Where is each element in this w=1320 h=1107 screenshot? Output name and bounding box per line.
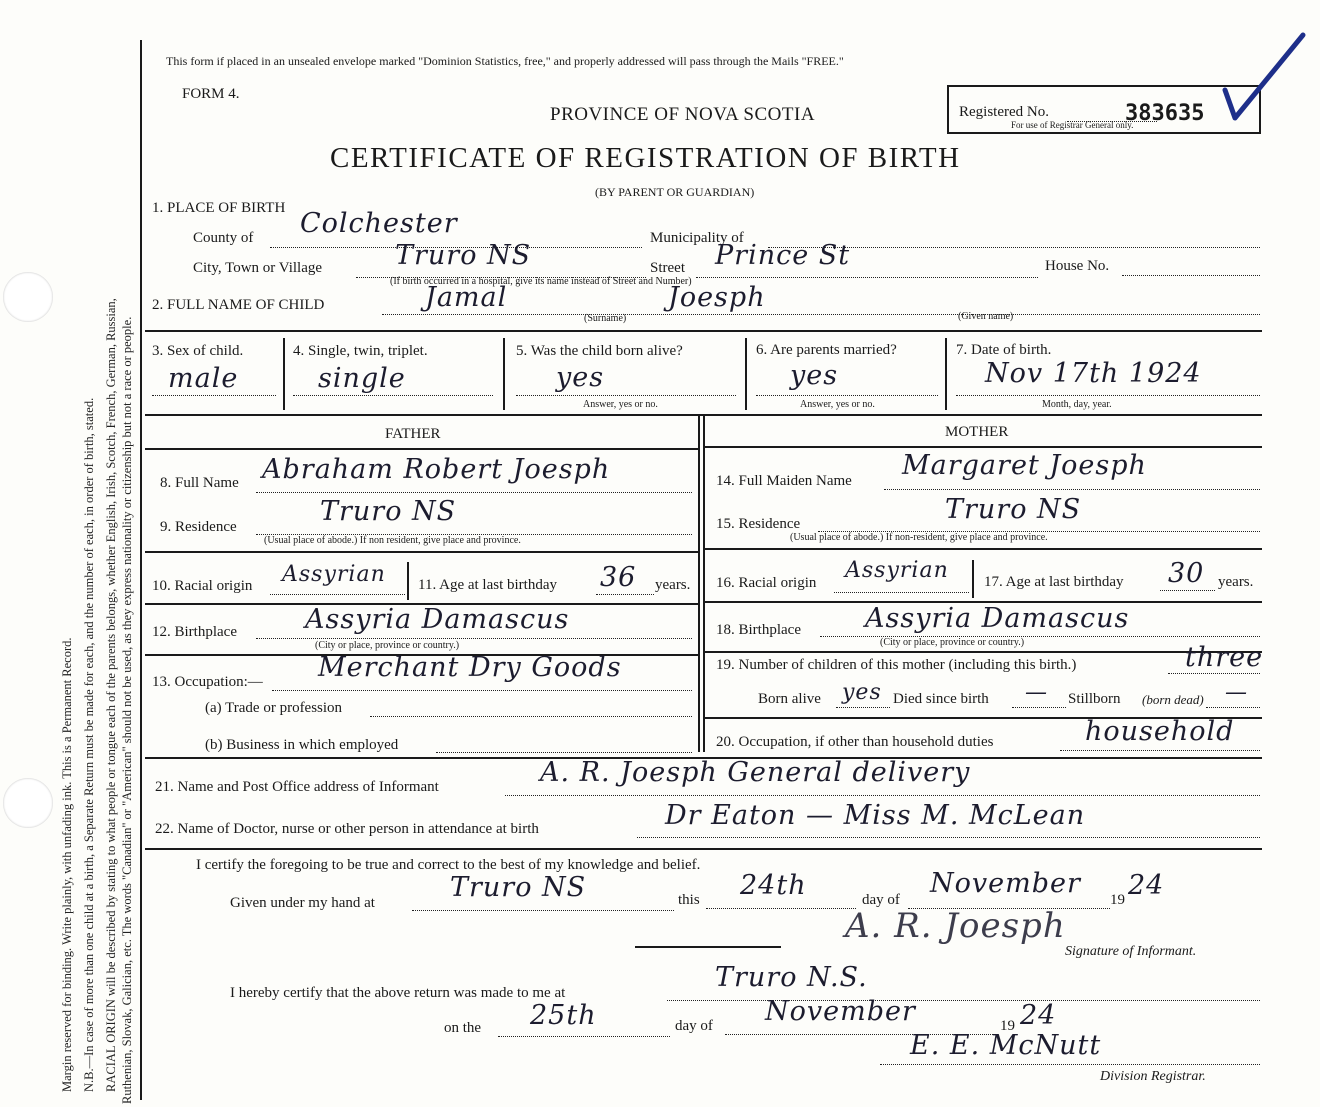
father-residence-value: Truro NS	[320, 496, 457, 527]
details-sep-3	[745, 338, 747, 410]
rule-details-top	[145, 330, 1262, 332]
child-name-line	[382, 314, 1260, 315]
margin-note-multiple-births: N.B.—In case of more than one child at a birth, a Separate Return must be made for each, and the number of each, in order of birth, stated.	[82, 397, 96, 1092]
child-surname: Jamal	[425, 282, 508, 313]
doctor-line	[637, 837, 1260, 838]
parents-married-value: yes	[790, 360, 839, 391]
mother-race-line	[834, 592, 969, 593]
mother-birthplace-value: Assyria Damascus	[865, 603, 1130, 634]
father-name-line	[256, 492, 692, 493]
parents-divider-right	[703, 416, 705, 752]
mother-children-value: three	[1185, 642, 1264, 673]
city-label: City, Town or Village	[193, 260, 323, 276]
mother-age-value: 30	[1168, 558, 1205, 589]
registrar-place-value: Truro N.S.	[715, 962, 868, 993]
born-alive-value: yes	[556, 362, 605, 393]
county-label: County of	[193, 230, 254, 246]
rule-mother-heading	[704, 446, 1262, 448]
rule-mother-residence	[704, 548, 1262, 550]
city-value: Truro NS	[395, 240, 532, 271]
registrar-statement: I hereby certify that the above return was made to me at	[230, 985, 566, 1001]
margin-note-racial-origin: RACIAL ORIGIN will be described by stating to what people or tongue each of the parents belongs, whether English, Irish, Scotch, French, German, Russian,	[104, 298, 118, 1092]
father-occupation-label: 13. Occupation:—	[152, 674, 263, 690]
rule-father-heading	[145, 448, 698, 450]
date-of-birth-note: Month, day, year.	[1042, 399, 1112, 410]
informant-signature-rule	[635, 946, 781, 948]
hospital-note: (If birth occurred in a hospital, give its name instead of Street and Number)	[390, 276, 692, 287]
street-label: Street	[650, 260, 685, 276]
given-place-value: Truro NS	[450, 872, 587, 903]
details-sep-2	[503, 338, 505, 410]
given-place-line	[412, 910, 674, 911]
father-occupation-line	[272, 690, 692, 691]
father-residence-note: (Usual place of abode.) If non resident, give place and province.	[264, 535, 521, 546]
parents-married-line	[756, 395, 938, 396]
father-race-sep	[407, 562, 409, 600]
father-birthplace-note: (City or place, province or country.)	[315, 640, 460, 651]
county-value: Colchester	[300, 208, 458, 239]
father-age-label: 11. Age at last birthday	[418, 577, 557, 593]
father-birthplace-label: 12. Birthplace	[152, 624, 237, 640]
registrar-year-prefix: 19	[1000, 1018, 1015, 1034]
punch-hole-top	[3, 272, 53, 322]
died-since-birth-label: Died since birth	[893, 691, 989, 707]
margin-note-binding: Margin reserved for binding. Write plainly, with unfading ink. This is a Permanent Record.	[60, 637, 74, 1092]
details-sep-4	[945, 338, 947, 410]
given-day-line	[706, 908, 856, 909]
margin-rule	[140, 40, 142, 1100]
mother-years-label: years.	[1218, 574, 1254, 590]
doctor-label: 22. Name of Doctor, nurse or other person in attendance at birth	[155, 821, 539, 837]
punch-hole-bottom	[3, 778, 53, 828]
doctor-value: Dr Eaton — Miss M. McLean	[665, 800, 1086, 831]
plurality-value: single	[318, 363, 406, 394]
parents-married-note: Answer, yes or no.	[800, 399, 875, 410]
registrar-signature: E. E. McNutt	[910, 1030, 1102, 1061]
father-heading: FATHER	[385, 426, 441, 442]
registered-label: Registered No.	[959, 104, 1049, 120]
registrar-signature-label: Division Registrar.	[1100, 1069, 1206, 1084]
sex-line	[152, 395, 276, 396]
mother-race-label: 16. Racial origin	[716, 575, 817, 591]
plurality-line	[293, 395, 493, 396]
mother-heading: MOTHER	[945, 424, 1009, 440]
parents-married-label: 6. Are parents married?	[756, 342, 897, 358]
given-month-value: November	[930, 868, 1081, 899]
mother-occupation-line	[1060, 750, 1260, 751]
registrar-day-of-label: day of	[675, 1018, 713, 1034]
rule-mother-birthplace	[704, 651, 1262, 653]
surname-label: (Surname)	[584, 313, 627, 324]
born-alive-count-label: Born alive	[758, 691, 821, 707]
sex-value: male	[168, 363, 239, 394]
checkmark-icon	[1205, 30, 1315, 130]
father-trade-line	[370, 716, 692, 717]
mother-occupation-label: 20. Occupation, if other than household duties	[716, 734, 994, 750]
father-race-line	[270, 594, 405, 595]
street-line	[696, 277, 1038, 278]
mother-name-line	[884, 489, 1260, 490]
province-title: PROVINCE OF NOVA SCOTIA	[550, 104, 816, 125]
father-occupation-value: Merchant Dry Goods	[318, 652, 622, 683]
mother-birthplace-label: 18. Birthplace	[716, 622, 801, 638]
mother-age-line	[1160, 590, 1215, 591]
mother-children-label: 19. Number of children of this mother (including this birth.)	[716, 657, 1077, 673]
born-alive-count-value: yes	[842, 680, 882, 705]
registered-number: 383635	[1125, 101, 1205, 126]
given-year-value: 24	[1128, 870, 1165, 901]
mail-notice: This form if placed in an unsealed envelope marked "Dominion Statistics, free," and properly addressed will pass through the Mails "FREE."	[166, 54, 844, 68]
stillborn-label: Stillborn	[1068, 691, 1121, 707]
rule-certify-top	[145, 848, 1262, 850]
rule-father-residence	[145, 551, 698, 553]
certify-statement: I certify the foregoing to be true and correct to the best of my knowledge and belief.	[196, 857, 701, 873]
mother-name-label: 14. Full Maiden Name	[716, 473, 852, 489]
father-race-value: Assyrian	[282, 562, 386, 587]
mother-race-value: Assyrian	[845, 558, 949, 583]
mother-children-line	[1168, 673, 1260, 674]
stillborn-value: —	[1225, 680, 1248, 705]
mother-name-value: Margaret Joesph	[902, 450, 1147, 481]
plurality-label: 4. Single, twin, triplet.	[293, 343, 428, 359]
margin-note-nationality: Ruthenian, Slovak, Galician, etc. The words "Canadian" or "American" should not be used, as they express nationality or citizenship but not a race or people.	[120, 316, 134, 1104]
father-birthplace-line	[256, 638, 692, 639]
died-since-birth-line	[1012, 707, 1066, 708]
father-name-label: 8. Full Name	[160, 475, 239, 491]
father-age-value: 36	[600, 562, 637, 593]
registrar-day-value: 25th	[530, 1000, 597, 1031]
stillborn-line	[1206, 707, 1260, 708]
father-race-label: 10. Racial origin	[152, 578, 253, 594]
born-alive-line	[516, 395, 736, 396]
certificate-subtitle: (BY PARENT OR GUARDIAN)	[595, 185, 755, 199]
registrar-use-note: For use of Registrar General only.	[1011, 120, 1134, 130]
informant-line	[505, 795, 1260, 796]
born-alive-count-line	[836, 707, 890, 708]
mother-age-label: 17. Age at last birthday	[984, 574, 1124, 590]
date-of-birth-value: Nov 17th 1924	[985, 358, 1202, 389]
father-birthplace-value: Assyria Damascus	[305, 604, 570, 635]
registrar-signature-line	[880, 1064, 1260, 1065]
father-business-label: (b) Business in which employed	[205, 737, 399, 753]
registrar-on-the-label: on the	[444, 1020, 482, 1036]
registrar-year-value: 24	[1020, 1000, 1057, 1031]
father-years-label: years.	[655, 577, 691, 593]
father-business-line	[436, 752, 692, 753]
registrar-month-value: November	[765, 996, 916, 1027]
given-day-value: 24th	[740, 870, 807, 901]
given-day-of-label: day of	[862, 892, 900, 908]
father-trade-label: (a) Trade or profession	[205, 700, 343, 716]
certificate-title: CERTIFICATE OF REGISTRATION OF BIRTH	[330, 142, 961, 174]
father-name-value: Abraham Robert Joesph	[262, 454, 611, 485]
mother-residence-value: Truro NS	[945, 494, 1082, 525]
registrar-place-line	[667, 1000, 1260, 1001]
born-alive-label: 5. Was the child born alive?	[516, 343, 683, 359]
stillborn-note: (born dead)	[1142, 692, 1204, 707]
municipality-label: Municipality of	[650, 230, 744, 246]
form-number: FORM 4.	[182, 86, 240, 102]
mother-race-sep	[972, 560, 974, 598]
this-label: this	[678, 892, 700, 908]
parents-divider-left	[698, 416, 700, 752]
place-of-birth-label: 1. PLACE OF BIRTH	[152, 200, 286, 216]
child-given-name: Joesph	[668, 282, 766, 313]
details-sep-1	[283, 338, 285, 410]
child-name-label: 2. FULL NAME OF CHILD	[152, 297, 325, 313]
born-alive-note: Answer, yes or no.	[583, 399, 658, 410]
given-name-label: (Given name)	[958, 311, 1014, 322]
informant-signature: A. R. Joesph	[845, 906, 1066, 946]
street-value: Prince St	[715, 240, 851, 271]
informant-label: 21. Name and Post Office address of Informant	[155, 779, 439, 795]
mother-residence-note: (Usual place of abode.) If non-resident, give place and province.	[790, 532, 1048, 543]
house-number-label: House No.	[1045, 258, 1110, 274]
date-of-birth-line	[956, 395, 1260, 396]
registrar-day-line	[498, 1036, 670, 1037]
given-under-hand-label: Given under my hand at	[230, 895, 375, 911]
father-age-line	[596, 594, 654, 595]
house-number-line	[1122, 275, 1260, 276]
informant-value: A. R. Joesph General delivery	[540, 757, 971, 788]
father-residence-label: 9. Residence	[160, 519, 237, 535]
sex-label: 3. Sex of child.	[152, 343, 244, 359]
mother-occupation-value: household	[1085, 716, 1235, 747]
mother-residence-label: 15. Residence	[716, 516, 801, 532]
date-of-birth-label: 7. Date of birth.	[956, 342, 1052, 358]
given-year-prefix: 19	[1110, 892, 1125, 908]
died-since-birth-value: —	[1025, 680, 1048, 705]
informant-signature-label: Signature of Informant.	[1065, 944, 1197, 959]
mother-birthplace-note: (City or place, province or country.)	[880, 637, 1025, 648]
